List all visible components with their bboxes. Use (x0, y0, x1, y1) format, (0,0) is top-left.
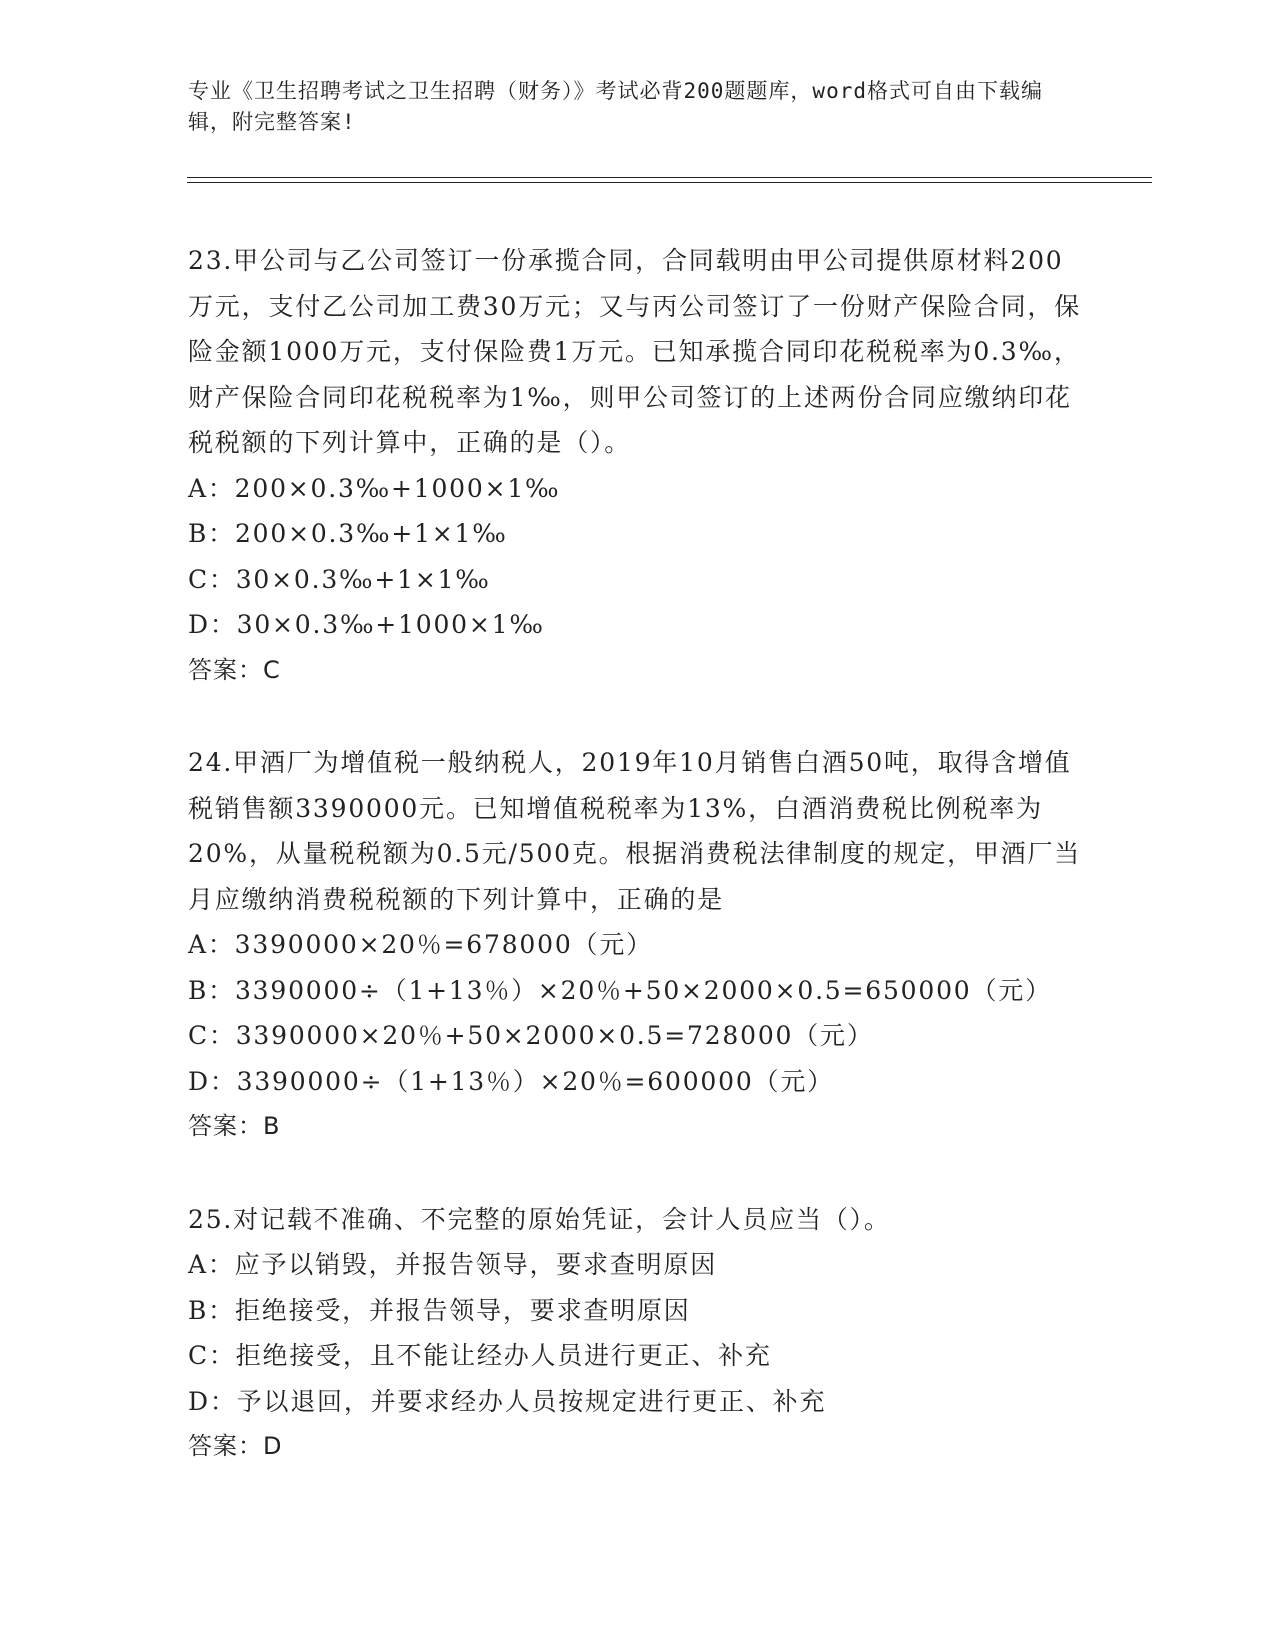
question-25 (188, 1197, 1088, 1470)
option-a: A：200×0.3‰+1000×1‰ (188, 473, 561, 503)
question-24 (188, 740, 1088, 1150)
answer: 答案：B (188, 1112, 281, 1140)
question-stem: 23.甲公司与乙公司签订一份承揽合同，合同载明由甲公司提供原材料200万元，支付乙公司加工费30万元；又与丙公司签订了一份财产保险合同，保险金额1000万元，支付保险费1万元。已知承揽合同印花税税率为0.3‰，财产保险合同印花税税率为1‰，则甲公司签订的上述两份合同应缴纳印花税税额的下列计算中，正确的是（）。 (188, 246, 1082, 457)
question-list (188, 238, 1088, 1470)
option-d: D：3390000÷（1+13％）×20％=600000（元） (188, 1066, 834, 1096)
answer: 答案：D (188, 1432, 283, 1460)
option-b: B：拒绝接受，并报告领导，要求查明原因 (188, 1295, 691, 1325)
header-rule-top (187, 177, 1152, 178)
option-a: A：3390000×20％=678000（元） (188, 930, 653, 959)
document-header: 专业《卫生招聘考试之卫生招聘（财务）》考试必背200题题库，word格式可自由下载编辑，附完整答案! (188, 79, 1043, 134)
question-stem: 25.对记载不准确、不完整的原始凭证，会计人员应当（）。 (188, 1204, 891, 1234)
header-rule-bottom (187, 182, 1152, 183)
option-c: C：3390000×20％+50×2000×0.5=728000（元） (188, 1021, 874, 1050)
option-a: A：应予以销毁，并报告领导，要求查明原因 (188, 1250, 718, 1279)
option-c: C：30×0.3‰+1×1‰ (188, 564, 491, 594)
option-b: B：200×0.3‰+1×1‰ (188, 519, 508, 548)
option-d: D：予以退回，并要求经办人员按规定进行更正、补充 (188, 1386, 827, 1416)
option-d: D：30×0.3‰+1000×1‰ (188, 610, 545, 639)
answer: 答案：C (188, 655, 281, 684)
option-b: B：3390000÷（1+13％）×20％+50×2000×0.5=650000（元） (188, 975, 1052, 1005)
question-23 (188, 238, 1088, 693)
option-c: C：拒绝接受，且不能让经办人员进行更正、补充 (188, 1341, 772, 1370)
question-stem: 24.甲酒厂为增值税一般纳税人，2019年10月销售白酒50吨，取得含增值税销售额3390000元。已知增值税税率为13%，白酒消费税比例税率为20%，从量税税额为0.5元/500克。根据消费税法律制度的规定，甲酒厂当月应缴纳消费税税额的下列计算中，正确的是 (188, 748, 1082, 914)
